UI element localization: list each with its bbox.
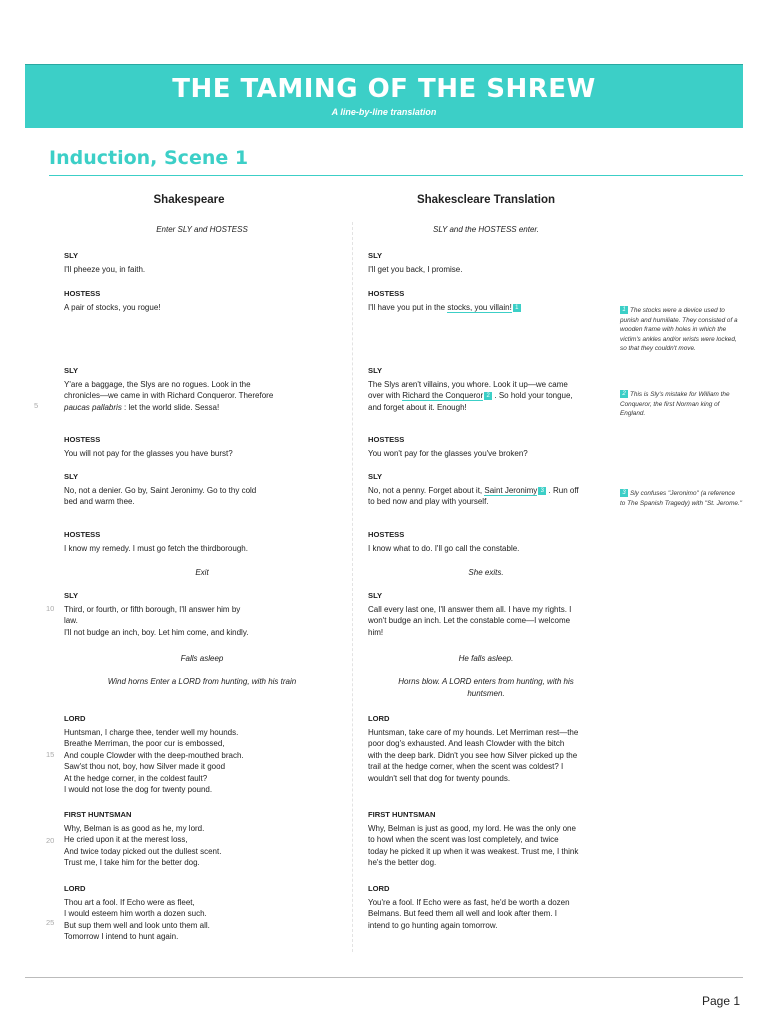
speech-line: I'll not budge an inch, boy. Let him come, and kindly. — [64, 627, 249, 637]
speaker-name: HOSTESS — [64, 530, 101, 539]
stage-direction: Enter SLY and HOSTESS — [156, 225, 248, 234]
column-divider — [352, 222, 353, 952]
speech-block — [64, 471, 340, 508]
speech-block — [64, 529, 340, 554]
speech-line: Y'are a baggage, the Slys are no rogues. Look in the — [64, 379, 251, 389]
speech-line: to bed now and play with yourself. — [368, 497, 489, 506]
speech-line: And twice today picked out the dullest scent. — [64, 846, 222, 856]
stage-direction: Exit — [195, 568, 209, 577]
stage-direction-line: Horns blow. A LORD enters from hunting, with his — [398, 677, 574, 686]
stage-direction: Wind horns Enter a LORD from hunting, with his train — [107, 677, 297, 686]
speech-block — [368, 883, 608, 931]
column-header-original: Shakespeare — [153, 194, 225, 206]
speech-line — [368, 390, 608, 402]
speech-text: I'll have you put in the — [368, 302, 448, 312]
speech-text: over with — [368, 391, 403, 400]
speaker-name: LORD — [368, 714, 390, 723]
speaker-name: LORD — [64, 884, 86, 893]
footnote-icon: 1 — [620, 306, 628, 314]
speech-line: chronicles—we came in with Richard Conqueror. Therefore — [64, 391, 274, 400]
speech-block — [64, 590, 340, 638]
speech-block — [368, 713, 608, 784]
speaker-name: SLY — [64, 472, 79, 481]
speaker-name: SLY — [64, 251, 79, 260]
line-number: 25 — [46, 918, 55, 927]
speech-line: poor dog's exhausted. And leash Clowder with the bitch — [368, 739, 565, 748]
stage-direction: SLY and the HOSTESS enter. — [433, 225, 539, 234]
speech-line: You will not pay for the glasses you have burst? — [64, 448, 233, 458]
footnote-icon: 3 — [620, 489, 628, 497]
speech-line: Huntsman, take care of my hounds. Let Merriman rest—the — [368, 727, 579, 737]
speaker-name: SLY — [368, 591, 383, 600]
speech-block — [64, 250, 340, 275]
speech-text: No, not a penny. Forget about it, — [368, 485, 485, 495]
speech-line: to howl when the scent was lost completely, and twice — [368, 835, 559, 844]
speech-line — [368, 485, 608, 497]
title-banner — [25, 64, 743, 128]
footnote — [620, 306, 742, 354]
line-number: 5 — [34, 401, 39, 410]
speech-line: won't budge an inch. Let the constable come—I welcome — [368, 616, 571, 625]
speech-line: I know what to do. I'll go call the constable. — [368, 543, 520, 553]
speech-block — [368, 529, 608, 554]
speech-line: A pair of stocks, you rogue! — [64, 302, 161, 312]
stage-direction: Falls asleep — [180, 654, 224, 663]
footnote-icon[interactable]: 1 — [513, 304, 521, 312]
speech-line: law. — [64, 616, 78, 625]
speaker-name: SLY — [64, 366, 79, 375]
speech-line: and forget about it. Enough! — [368, 402, 467, 412]
speaker-name: HOSTESS — [368, 289, 405, 298]
footnote-icon: 2 — [620, 390, 628, 398]
column-header-translation: Shakescleare Translation — [416, 194, 556, 206]
speaker-name: FIRST HUNTSMAN — [64, 810, 132, 819]
speech-block — [368, 590, 608, 638]
speech-line: You're a fool. If Echo were as fast, he'd be worth a dozen — [368, 897, 570, 907]
play-subtitle: A line-by-line translation — [331, 107, 437, 117]
scene-title: Induction, Scene 1 — [49, 147, 249, 169]
footnote-link[interactable]: Saint Jeronimy — [484, 485, 538, 495]
speaker-name: SLY — [64, 591, 79, 600]
speech-line: Why, Belman is just as good, my lord. He was the only one — [368, 823, 576, 833]
speech-block — [64, 809, 340, 869]
footnote — [620, 489, 742, 508]
speech-line: I would not lose the dog for twenty pound. — [64, 785, 213, 794]
speech-line: I'll pheeze you, in faith. — [64, 264, 146, 274]
stage-direction-line: huntsmen. — [467, 688, 505, 698]
scene-divider — [49, 175, 743, 176]
speech-line: wouldn't sell that dog for twenty pounds. — [368, 773, 511, 783]
speech-line: Huntsman, I charge thee, tender well my hounds. — [64, 727, 239, 737]
line-number: 10 — [46, 604, 55, 613]
speech-line: him! — [368, 627, 384, 637]
speech-block — [368, 809, 608, 869]
speech-line: You won't pay for the glasses you've broken? — [368, 448, 528, 458]
speech-line: Thou art a fool. If Echo were as fleet, — [64, 897, 195, 907]
speech-line: trail at the hedge corner, when the scent was coldest? I — [368, 762, 564, 771]
speech-line: The Slys aren't villains, you whore. Look it up—we came — [368, 379, 568, 389]
speech-text: . So hold your tongue, — [492, 391, 573, 400]
play-title: THE TAMING OF THE SHREW — [172, 74, 596, 104]
speech-line: I'll get you back, I promise. — [368, 264, 463, 274]
line-number: 15 — [46, 750, 55, 759]
speech-block — [368, 250, 608, 275]
page-number: Page 1 — [702, 994, 741, 1008]
speech-line: intend to go hunting again tomorrow. — [368, 920, 498, 930]
speech-line — [368, 302, 608, 314]
footnote-link[interactable]: Richard the Conqueror — [402, 391, 484, 400]
speech-line: Belmans. But feed them all well and look after them. I — [368, 909, 557, 918]
speaker-name: LORD — [64, 714, 86, 723]
speech-text: : let the world slide. Sessa! — [124, 402, 220, 412]
speaker-name: HOSTESS — [368, 530, 405, 539]
footnote-text: Sly confuses "Jeronimo" (a reference to The Spanish Tragedy) with "St. Jerome." — [620, 490, 742, 507]
speech-line: I know my remedy. I must go fetch the thirdborough. — [64, 543, 248, 553]
speech-line: today he picked it up when it was weakest. Trust me, I think — [368, 846, 579, 856]
speech-line: Tomorrow I intend to hunt again. — [64, 932, 179, 941]
speech-line: he's the better dog. — [368, 858, 437, 867]
speaker-name: SLY — [368, 472, 383, 481]
speech-line: He cried upon it at the merest loss, — [64, 835, 188, 844]
stage-direction — [368, 676, 604, 699]
speech-line: Breathe Merriman, the poor cur is embossed, — [64, 739, 225, 748]
stage-direction: She exits. — [468, 568, 504, 577]
speech-line: At the hedge corner, in the coldest fault? — [64, 773, 208, 783]
speech-block — [368, 365, 608, 413]
speech-line: But sup them well and look unto them all. — [64, 920, 210, 930]
speech-block — [368, 434, 608, 459]
speech-line: Trust me, I take him for the better dog. — [64, 858, 200, 867]
speaker-name: HOSTESS — [64, 435, 101, 444]
speech-line: Call every last one, I'll answer them all. I have my rights. I — [368, 604, 572, 614]
line-number: 20 — [46, 836, 55, 845]
footnote — [620, 390, 742, 419]
footnote-icon[interactable]: 2 — [484, 392, 492, 400]
latin-phrase: paucas pallabris — [64, 402, 122, 412]
speech-block — [64, 713, 340, 796]
footnote-text: This is Sly's mistake for William the Conqueror, the first Norman king of England. — [620, 391, 730, 418]
speech-block — [64, 365, 344, 413]
speech-line: Saw'st thou not, boy, how Silver made it good — [64, 762, 226, 771]
speaker-name: HOSTESS — [64, 289, 101, 298]
speech-line: with the deep bark. Didn't you see how Silver picked up the — [368, 750, 578, 760]
speaker-name: HOSTESS — [368, 435, 405, 444]
speech-block — [64, 434, 340, 459]
footnote-link[interactable]: stocks, you villain! — [447, 302, 512, 312]
speaker-name: FIRST HUNTSMAN — [368, 810, 436, 819]
speech-text: . Run off — [546, 485, 579, 495]
speaker-name: SLY — [368, 366, 383, 375]
speech-line: bed and warm thee. — [64, 497, 135, 506]
stage-direction: He falls asleep. — [458, 654, 514, 663]
speech-block — [64, 883, 340, 943]
speech-line: I would esteem him worth a dozen such. — [64, 909, 207, 918]
speech-block — [64, 288, 340, 313]
speaker-name: LORD — [368, 884, 390, 893]
footnote-icon[interactable]: 3 — [538, 487, 546, 495]
footnote-text: The stocks were a device used to punish and humiliate. They consisted of a wooden frame with holes in which the victim's ankles and/or wrists were locked, so that they couldn't move. — [620, 307, 738, 353]
speech-line — [64, 402, 344, 414]
speaker-name: SLY — [368, 251, 383, 260]
speech-line: Third, or fourth, or fifth borough, I'll answer him by — [64, 604, 241, 614]
speech-line: And couple Clowder with the deep-mouthed brach. — [64, 750, 244, 760]
footer-divider — [25, 977, 743, 978]
speech-block — [368, 471, 608, 508]
speech-line: No, not a denier. Go by, Saint Jeronimy. Go to thy cold — [64, 485, 257, 495]
speech-line: Why, Belman is as good as he, my lord. — [64, 823, 205, 833]
speech-block — [368, 288, 608, 313]
